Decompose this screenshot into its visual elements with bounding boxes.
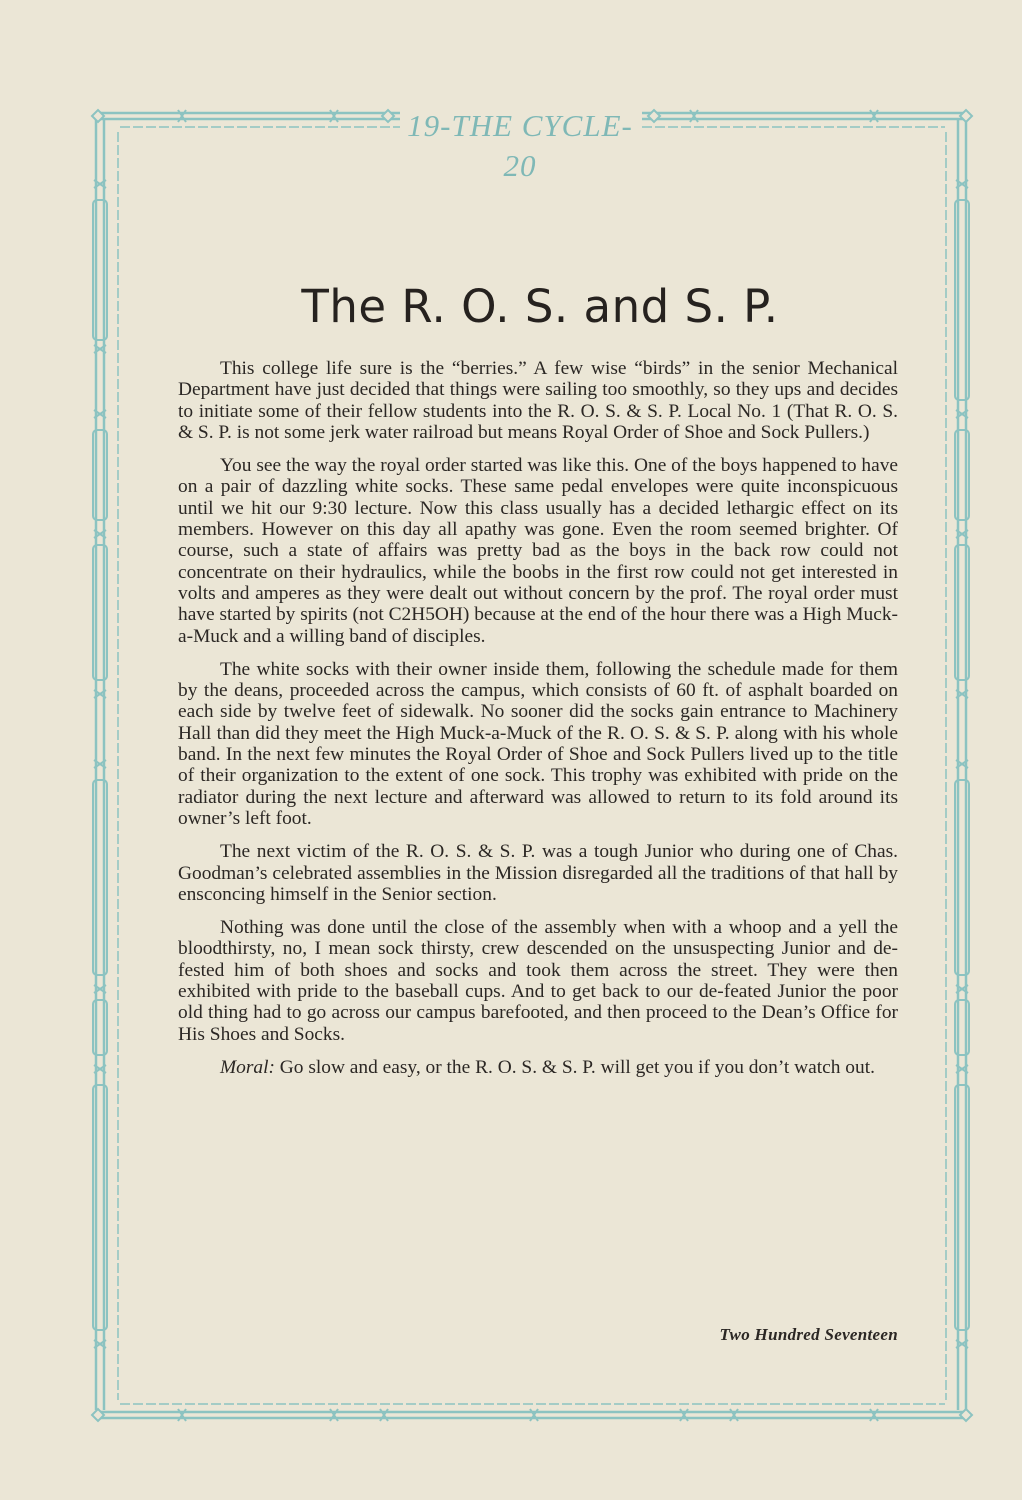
paragraph-5: Nothing was done until the close of the assembly when with a whoop and a yell the bloodthirsty, no, I mean sock thirsty, crew descended on the unsuspecting Junior and de-fested him of both shoes and socks and took them across the street. They were then exhibited with pride to the baseball cups. And to get back to our de-feated Junior the poor old thing had to go across our campus barefooted, and then proceed to the Dean’s Office for His Shoes and Socks. (178, 917, 898, 1045)
article-title: The R. O. S. and S. P. (301, 280, 779, 333)
article-body (178, 358, 898, 1090)
moral-label: Moral: (220, 1056, 275, 1078)
moral-text: Go slow and easy, or the R. O. S. & S. P. will get you if you don’t watch out. (274, 1056, 875, 1078)
paragraph-1: This college life sure is the “berries.” A few wise “birds” in the senior Mechanical Department have just decided that things were sailing too smoothly, so they ups and decides to initiate some of their fellow students into the R. O. S. & S. P. Local No. 1 (That R. O. S. & S. P. is not some jerk water railroad but means Royal Order of Shoe and Sock Pullers.) (178, 358, 898, 443)
paragraph-4: The next victim of the R. O. S. & S. P. was a tough Junior who during one of Chas. Goodman’s celebrated assemblies in the Mission disregarded all the traditions of that hall by ensconcing himself in the Senior section. (178, 841, 898, 905)
paragraph-2: You see the way the royal order started was like this. One of the boys happened to have on a pair of dazzling white socks. These same pedal envelopes were quite inconspicuous until we hit our 9:30 lecture. Now this class usually has a decided lethargic effect on its members. However on this day all apathy was gone. Even the room seemed brighter. Of course, such a state of affairs was pretty bad as the boys in the back row could not concentrate on their hydraulics, while the boobs in the first row could not get interested in volts and amperes as they were dealt out without concern by the prof. The royal order must have started by spirits (not C2H5OH) because at the end of the hour there was a High Muck-a-Muck and a willing band of disciples. (178, 455, 898, 647)
paragraph-3: The white socks with their owner inside them, following the schedule made for them by the deans, proceeded across the campus, which consists of 60 ft. of asphalt boarded on each side by twelve feet of sidewalk. No sooner did the socks gain entrance to Machinery Hall than did they meet the High Muck-a-Muck of the R. O. S. & S. P. along with his whole band. In the next few minutes the Royal Order of Shoe and Sock Pullers lived up to the title of their organization to the extent of one sock. This trophy was exhibited with pride on the radiator during the next lecture and afterward was allowed to return to its fold around its owner’s left foot. (178, 658, 898, 829)
running-header: 19-THE CYCLE-20 (405, 106, 635, 186)
page-number: Two Hundred Seventeen (719, 1325, 898, 1344)
moral-paragraph (178, 1057, 898, 1078)
